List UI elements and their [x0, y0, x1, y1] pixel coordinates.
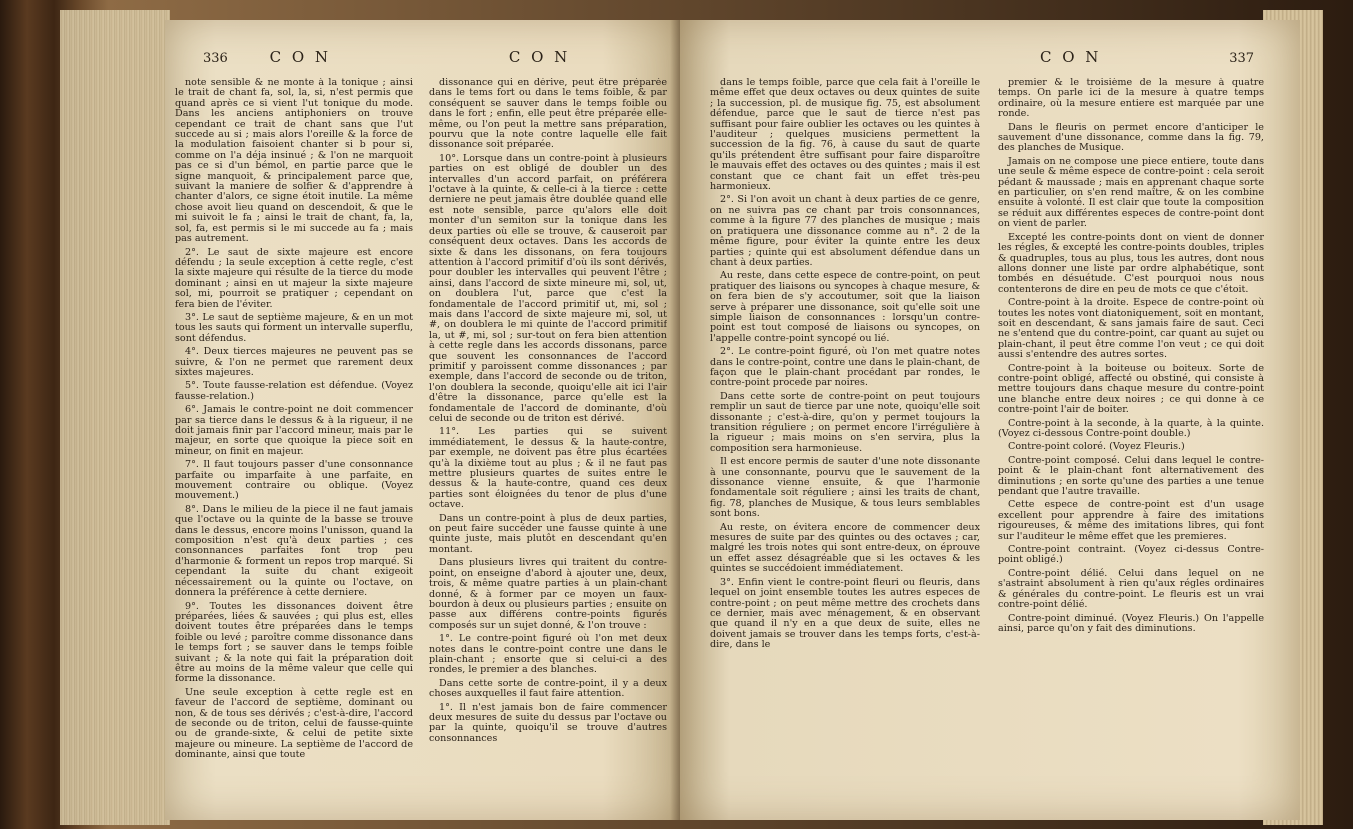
paragraph: Excepté les contre-points dont on vient de donner les régles, & excepté les contre-points doubles, triples & quadruples, tous au plus, tous les autres, dont nous allons donner une liste par ordre alphabétique, sont tombés en désuétude. C'est pourquoi nous nous contenterons de dire en peu de mots ce que c'étoit. — [998, 231, 1264, 295]
right-running-head: C O N — [1040, 48, 1102, 66]
paragraph: Au reste, on évitera encore de commencer deux mesures de suite par des quintes ou des octaves ; car, malgré les trois notes qui sont entre-deux, on éprouve un effet assez désagréable que si les octaves & les quintes se succédoient immédiatement. — [710, 521, 980, 575]
paragraph: Contre-point coloré. (Voyez Fleuris.) — [1008, 441, 1185, 453]
paragraph: 7°. Il faut toujours passer d'une consonnance parfaite ou imparfaite à une parfaite, en mouvement contraire ou oblique. (Voyez mouvement.) — [175, 459, 413, 502]
paragraph: Contre-point composé. Celui dans lequel le contre-point & le plain-chant font alternativement des diminutions ; en sorte qu'une des parties a une tenue pendant que l'autre travaille. — [998, 454, 1264, 498]
paragraph: Dans plusieurs livres qui traitent du contre-point, on enseigne d'abord à ajouter une, deux, trois, & même quatre parties à un plain-chant donné, & à former par ce moyen un faux-bourdon à deux ou plusieurs parties ; ensuite on passe aux différens contre-points figurés composés sur un sujet donné, & l'on trouve : — [429, 557, 667, 631]
paragraph: 3°. Le saut de septième majeure, & en un mot tous les sauts qui forment un intervalle superflu, sont défendus. — [175, 311, 413, 344]
paragraph: 2°. Le contre-point figuré, où l'on met quatre notes dans le contre-point, contre une dans le plain-chant, de façon que le plain-chant procédant par rondes, le contre-point procede par noires. — [710, 346, 980, 389]
paragraph: Dans cette sorte de contre-point on peut toujours remplir un saut de tierce par une note, quoiqu'elle soit dissonante ; c'est-à-dire, qu'on y permet toujours la transition réguliere ; on permet encore l'irrégulière à la rigueur ; mais moins on s'en servira, plus la composition sera harmonieuse. — [710, 390, 980, 454]
paragraph: Contre-point contraint. (Voyez ci-dessus Contre-point obligé.) — [998, 544, 1264, 566]
paragraph: 4°. Deux tierces majeures ne peuvent pas se suivre, & l'on ne permet que rarement deux sixtes majeures. — [175, 346, 413, 378]
paragraph: Dans un contre-point à plus de deux parties, on peut faire succéder une fausse quinte à une quinte juste, mais plutôt en descendant qu'en montant. — [429, 512, 667, 555]
paragraph: 2°. Si l'on avoit un chant à deux parties de ce genre, on ne suivra pas ce chant par trois consonnances, comme à la figure 77 des planches de musique ; mais on pratiquera une dissonance comme au n°. 2 de la même figure, pour éviter la quinte entre les deux parties ; quinte qui est absolument défendue dans un chant à deux parties. — [710, 194, 980, 268]
paragraph: 6°. Jamais le contre-point ne doit commencer par sa tierce dans le dessus & à la rigueur, il ne doit jamais finir par l'accord mineur, mais par le majeur, en sorte que quoique la piece soit en mineur, on finit en majeur. — [175, 404, 413, 457]
paragraph: premier & le troisième de la mesure à quatre temps. On parle ici de la mesure à quatre temps ordinaire, où la mesure entiere est marquée par une ronde. — [998, 78, 1264, 120]
paragraph: 10°. Lorsque dans un contre-point à plusieurs parties on est obligé de doubler un des intervalles d'un accord parfait, on préférera l'octave à la quinte, & celle-ci à la tierce : cette derniere ne peut jamais être doublée quand elle est note sensible, parce qu'alors elle doit monter d'un semiton sur la tonique dans les deux parties où elle se trouve, & causeroit par conséquent deux octaves. Dans les accords de sixte & dans les dissonans, on fera toujours attention à l'accord primitif d'où ils sont dérivés, pour doubler les intervalles qui peuvent l'être ; ainsi, dans l'accord de sixte mineure mi, sol, ut, on doublera l'ut, parce que c'est la fondamentale de l'accord primitif ut, mi, sol ; mais dans l'accord de sixte majeure mi, sol, ut #, on doublera le mi quinte de l'accord primitif la, ut #, mi, sol ; sur-tout on fera bien attention à cette regle dans les accords dissonans, parce que souvent les consonnances de l'accord primitif y paroissent comme dissonances ; par exemple, dans l'accord de seconde ou de triton, l'on doublera la seconde, quoiqu'elle ait ici l'air d'être la dissonance, parce qu'elle est la fondamentale de l'accord de dominante, d'où celui de seconde ou de triton est dérivé. — [429, 152, 667, 424]
paragraph: Une seule exception à cette regle est en faveur de l'accord de septième, dominant ou non, & de tous ses dérivés ; c'est-à-dire, l'accord de seconde ou de triton, celui de fausse-quinte ou de grande-sixte, & celui de petite sixte majeure ou mineure. La septième de l'accord de dominante, ainsi que toute — [175, 686, 413, 761]
left-page-number: 336 — [203, 51, 228, 66]
paragraph: 9°. Toutes les dissonances doivent être préparées, liées & sauvées ; qui plus est, elles doivent toutes être préparées dans le temps foible ou levé ; paroître comme dissonance dans le temps fort ; se sauver dans le temps foible suivant ; & la note qui fait la préparation doit être au moins de la même valeur que celle qui forme la dissonance. — [175, 600, 413, 685]
paragraph: Jamais on ne compose une piece entiere, toute dans une seule & même espece de contre-point : cela seroit pédant & maussade ; mais en apprenant chaque sorte en particulier, on s'en rend maître, & on les combine ensuite à volonté. Il est clair que toute la composition se réduit aux différentes especes de contre-point dont on vient de parler. — [998, 155, 1264, 230]
paragraph: Contre-point diminué. (Voyez Fleuris.) On l'appelle ainsi, parce qu'on y fait des diminutions. — [998, 612, 1264, 634]
left-page-header — [203, 48, 570, 66]
paragraph: dans le temps foible, parce que cela fait à l'oreille le même effet que deux octaves ou deux quintes de suite ; la succession, pl. de musique fig. 75, est absolument défendue, parce que le saut de tierce n'est pas suffisant pour faire oublier les octaves ou les quintes à l'auditeur ; quelques musiciens permettent la succession de la fig. 76, à cause du saut de quarte qu'ils prétendent être suffisant pour faire disparoître le mauvais effet des octaves ou des quintes ; mais il est constant que ce chant fait un effet très-peu harmonieux. — [710, 78, 980, 193]
paragraph: Il est encore permis de sauter d'une note dissonante à une consonnante, pourvu que le sauvement de la dissonance vienne ensuite, & que l'harmonie fondamentale soit réguliere ; ainsi les traits de chant, fig. 78, planches de Musique, & tous leurs semblables sont bons. — [710, 456, 980, 520]
paragraph: 5°. Toute fausse-relation est défendue. (Voyez fausse-relation.) — [175, 380, 413, 402]
paragraph: 1°. Le contre-point figuré où l'on met deux notes dans le contre-point contre une dans le plain-chant ; ensorte que si celui-ci a des rondes, le premier a des blanches. — [429, 633, 667, 676]
paragraph: dissonance qui en dérive, peut être préparée dans le tems fort ou dans le tems foible, & par conséquent se sauver dans le temps foible ou dans le fort ; enfin, elle peut être préparée elle-même, ou l'on peut la mettre sans préparation, pourvu que la note contre laquelle elle fait dissonance soit préparée. — [429, 78, 667, 151]
paragraph: Contre-point à la seconde, à la quarte, à la quinte. (Voyez ci-dessous Contre-point double.) — [998, 417, 1264, 439]
paragraph: 8°. Dans le milieu de la piece il ne faut jamais que l'octave ou la quinte de la basse se trouve dans le dessus, encore moins l'unisson, quand la composition n'est qu'à deux parties ; ces consonnances parfaites font trop peu d'harmonie & forment un repos trop marqué. Si cependant la suite du chant exigeoit nécessairement ou la quinte ou l'octave, on donnera la préférence à cette derniere. — [175, 503, 413, 599]
paragraph: Dans le fleuris on permet encore d'anticiper le sauvement d'une dissonance, comme dans la fig. 79, des planches de Musique. — [998, 121, 1264, 154]
left-column-1 — [175, 78, 413, 820]
paragraph: 1°. Il n'est jamais bon de faire commencer deux mesures de suite du dessus par l'octave ou par la quinte, quoiqu'il se trouve d'autres consonnances — [429, 701, 667, 744]
right-page-number: 337 — [1229, 51, 1255, 66]
paragraph: 3°. Enfin vient le contre-point fleuri ou fleuris, dans lequel on joint ensemble toutes les autres especes de contre-point ; on peut même mettre des crochets dans ce dernier, mais avec ménagement, & en observant que quand il n'y en a que deux de suite, elles ne doivent jamais se trouver dans les temps forts, c'est-à-dire, dans le — [710, 576, 980, 651]
right-column-1 — [710, 78, 980, 820]
left-page — [165, 20, 680, 820]
paragraph: note sensible & ne monte à la tonique ; ainsi le trait de chant fa, sol, la, si, n'est permis que quand après ce si vient l'ut tonique du mode. Dans les anciens antiphoniers on trouve cependant ce trait de chant sans que l'ut succede au si ; mais alors l'oreille & la force de la modulation faisoient chanter si b pour si, comme on l'a déja insinué ; & l'on ne marquoit pas ce si d'un bémol, en partie parce que le signe manquoit, & principalement parce que, suivant la maniere de solfier & d'apprendre à chanter d'alors, ce signe étoit inutile. La même chose avoit lieu quand on descendoit, & que le mi suivoit le fa ; ainsi le trait de chant, fa, la, sol, fa, est permis si le mi succede au fa ; mais pas autrement. — [175, 78, 413, 245]
left-running-head: C O N — [269, 48, 332, 66]
paragraph: Dans cette sorte de contre-point, il y a deux choses auxquelles il faut faire attention. — [429, 677, 667, 700]
page-edges-left — [60, 10, 170, 825]
paragraph: Contre-point délié. Celui dans lequel on ne s'astraint absolument à rien qu'aux régles ordinaires & générales du contre-point. Le fleuris est un vrai contre-point délié. — [998, 567, 1264, 611]
left-column-2 — [429, 78, 667, 820]
paragraph: Contre-point à la droite. Espece de contre-point où toutes les notes vont diatoniquement, soit en montant, soit en descendant, & sans jamais faire de saut. Ceci ne s'entend que du contre-point, car quant au sujet ou plain-chant, il peut être comme l'on veut ; ce qui doit aussi s'entendre des autres sortes. — [998, 297, 1264, 361]
right-page — [680, 20, 1300, 820]
right-column-2 — [998, 78, 1264, 820]
paragraph: 2°. Le saut de sixte majeure est encore défendu ; la seule exception à cette regle, c'est la sixte majeure qui résulte de la tierce du mode dominant ; ainsi en ut majeur la sixte majeure sol, mi, pourroit se pratiquer ; cependant on fera bien de l'éviter. — [175, 246, 413, 310]
right-page-header — [1040, 48, 1254, 66]
paragraph: Au reste, dans cette espece de contre-point, on peut pratiquer des liaisons ou syncopes à chaque mesure, & on fera bien de s'y accoutumer, soit que la liaison serve à préparer une dissonance, soit qu'elle soit une simple liaison de consonnances : lorsqu'un contre-point est tout composé de liaisons ou syncopes, on l'appelle contre-point syncopé ou lié. — [710, 270, 980, 344]
paragraph: Contre-point à la boiteuse ou boiteux. Sorte de contre-point obligé, affecté ou obstiné, qui consiste à mettre toujours dans chaque mesure du contre-point une blanche entre deux noires ; ce qui donne à ce contre-point l'air de boiter. — [998, 362, 1264, 416]
paragraph: 11°. Les parties qui se suivent immédiatement, le dessus & la haute-contre, par exemple, ne doivent pas être plus écartées qu'à la dixième tout au plus ; & il ne faut pas mettre plusieurs quartes de suites entre le dessus & la haute-contre, quand ces deux parties sont éloignées du tenor de plus d'une octave. — [429, 426, 667, 511]
left-running-head-2: C O N — [508, 48, 571, 66]
paragraph: Cette espece de contre-point est d'un usage excellent pour apprendre à faire des imitations rigoureuses, & même des imitations libres, qui font sur l'auditeur le même effet que les premieres. — [998, 499, 1264, 542]
